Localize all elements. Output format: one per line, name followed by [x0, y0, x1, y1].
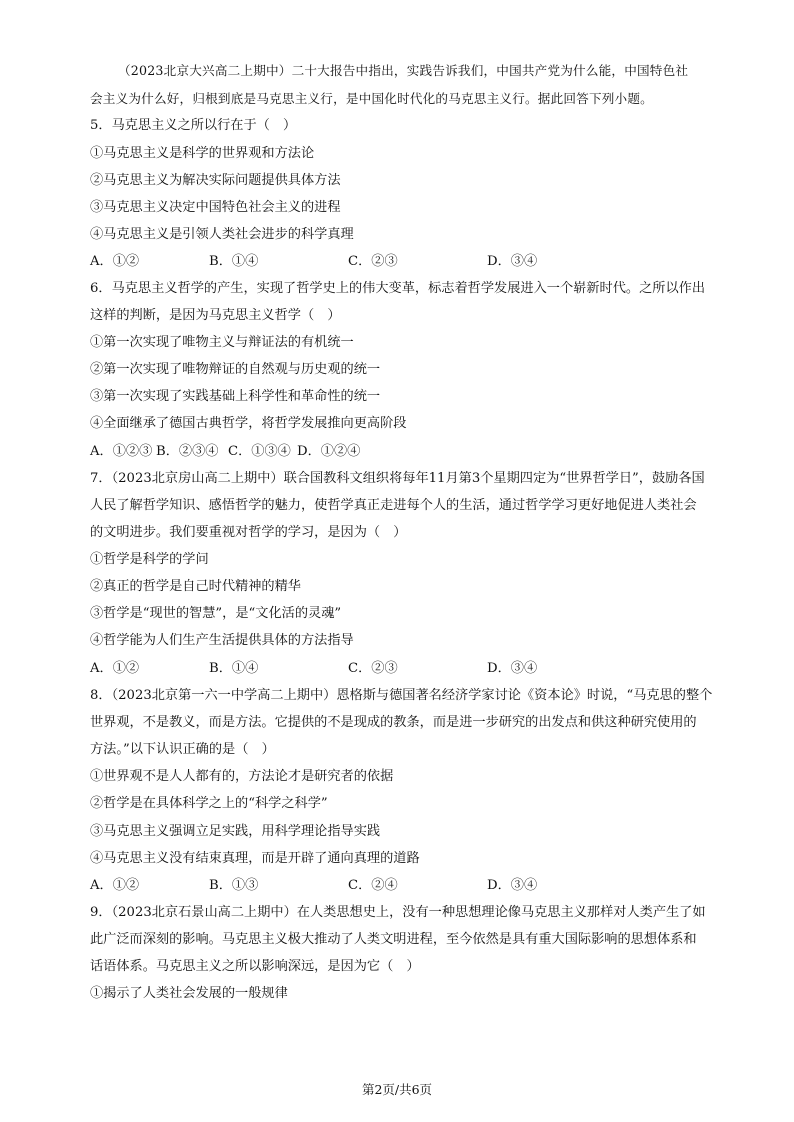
question-5-item-2: ②马克思主义为解决实际问题提供具体方法	[90, 173, 341, 188]
question-7-stem-1: 7．（2023北京房山高二上期中）联合国教科文组织将每年11月第3个星期四定为“世界哲学日”，鼓励各国	[90, 471, 705, 486]
question-7-choice-b: B．①④	[209, 661, 259, 676]
question-6-stem-2: 这样的判断，是因为马克思主义哲学（ ）	[90, 308, 341, 323]
question-7-item-3: ③哲学是“现世的智慧”，是“文化活的灵魂”	[90, 606, 342, 621]
intro-line-2: 会主义为什么好，归根到底是马克思主义行，是中国化时代化的马克思主义行。据此回答下列小题。	[90, 91, 653, 106]
question-6-choice-d: D．①②④	[297, 444, 361, 459]
question-5-item-3: ③马克思主义决定中国特色社会主义的进程	[90, 200, 341, 215]
question-8-choice-c: C．②④	[348, 878, 398, 893]
question-7-stem-3: 的文明进步。我们要重视对哲学的学习，是因为（ ）	[90, 525, 407, 540]
question-6-choice-c: C．①③④	[228, 444, 291, 459]
question-8-choice-d: D．③④	[487, 878, 538, 893]
question-9-stem-3: 话语体系。马克思主义之所以影响深远，是因为它（ ）	[90, 959, 420, 974]
question-5-choice-b: B．①④	[209, 254, 259, 269]
question-6-choice-a: A．①②③	[90, 444, 153, 459]
question-7-item-4: ④哲学能为人们生产生活提供具体的方法指导	[90, 633, 354, 648]
question-9-item-1: ①揭示了人类社会发展的一般规律	[90, 986, 288, 1001]
question-7-stem-2: 人民了解哲学知识、感悟哲学的魅力，使哲学真正走进每个人的生活，通过哲学学习更好地促进人类社会	[90, 498, 697, 513]
question-8-item-1: ①世界观不是人人都有的，方法论才是研究者的依据	[90, 769, 394, 784]
question-6-stem-1: 6．马克思主义哲学的产生，实现了哲学史上的伟大变革，标志着哲学发展进入一个崭新时代。之所以作出	[90, 281, 706, 296]
question-5-choice-d: D．③④	[487, 254, 538, 269]
question-8-choice-a: A．①②	[90, 878, 140, 893]
question-6-item-1: ①第一次实现了唯物主义与辩证法的有机统一	[90, 335, 354, 350]
question-7-choice-a: A．①②	[90, 661, 140, 676]
question-5-item-4: ④马克思主义是引领人类社会进步的科学真理	[90, 227, 354, 242]
question-5-choice-a: A．①②	[90, 254, 140, 269]
question-6-item-2: ②第一次实现了唯物辩证的自然观与历史观的统一	[90, 362, 381, 377]
question-8-stem-3: 方法。”以下认识正确的是（ ）	[90, 742, 275, 757]
question-5-stem: 5．马克思主义之所以行在于（ ）	[90, 118, 297, 133]
question-7-item-1: ①哲学是科学的学问	[90, 552, 209, 567]
question-7-choice-c: C．②③	[348, 661, 398, 676]
question-5-item-1: ①马克思主义是科学的世界观和方法论	[90, 146, 315, 161]
question-7-choice-d: D．③④	[487, 661, 538, 676]
question-8-item-2: ②哲学是在具体科学之上的“科学之科学”	[90, 796, 328, 811]
page-footer: 第2页/共6页	[361, 1082, 433, 1097]
question-6-item-4: ④全面继承了德国古典哲学，将哲学发展推向更高阶段	[90, 416, 407, 431]
question-8-stem-1: 8．（2023北京第一六一中学高二上期中）恩格斯与德国著名经济学家讨论《资本论》时说，“马克思的整个	[90, 688, 713, 703]
question-6-item-3: ③第一次实现了实践基础上科学性和革命性的统一	[90, 389, 381, 404]
question-8-item-3: ③马克思主义强调立足实践，用科学理论指导实践	[90, 824, 381, 839]
question-9-stem-2: 此广泛而深刻的影响。马克思主义极大推动了人类文明进程，至今依然是具有重大国际影响的思想体系和	[90, 932, 697, 947]
question-6-choice-b: B．②③④	[156, 444, 219, 459]
question-8-stem-2: 世界观，不是教义，而是方法。它提供的不是现成的教条，而是进一步研究的出发点和供这种研究使用的	[90, 715, 697, 730]
intro-line-1: （2023北京大兴高二上期中）二十大报告中指出，实践告诉我们，中国共产党为什么能，中国特色社	[118, 63, 689, 78]
question-8-item-4: ④马克思主义没有结束真理，而是开辟了通向真理的道路	[90, 851, 420, 866]
question-5-choice-c: C．②③	[348, 254, 398, 269]
question-7-item-2: ②真正的哲学是自己时代精神的精华	[90, 579, 301, 594]
question-9-stem-1: 9．（2023北京石景山高二上期中）在人类思想史上，没有一种思想理论像马克思主义那样对人类产生了如	[90, 905, 706, 920]
question-8-choice-b: B．①③	[209, 878, 259, 893]
